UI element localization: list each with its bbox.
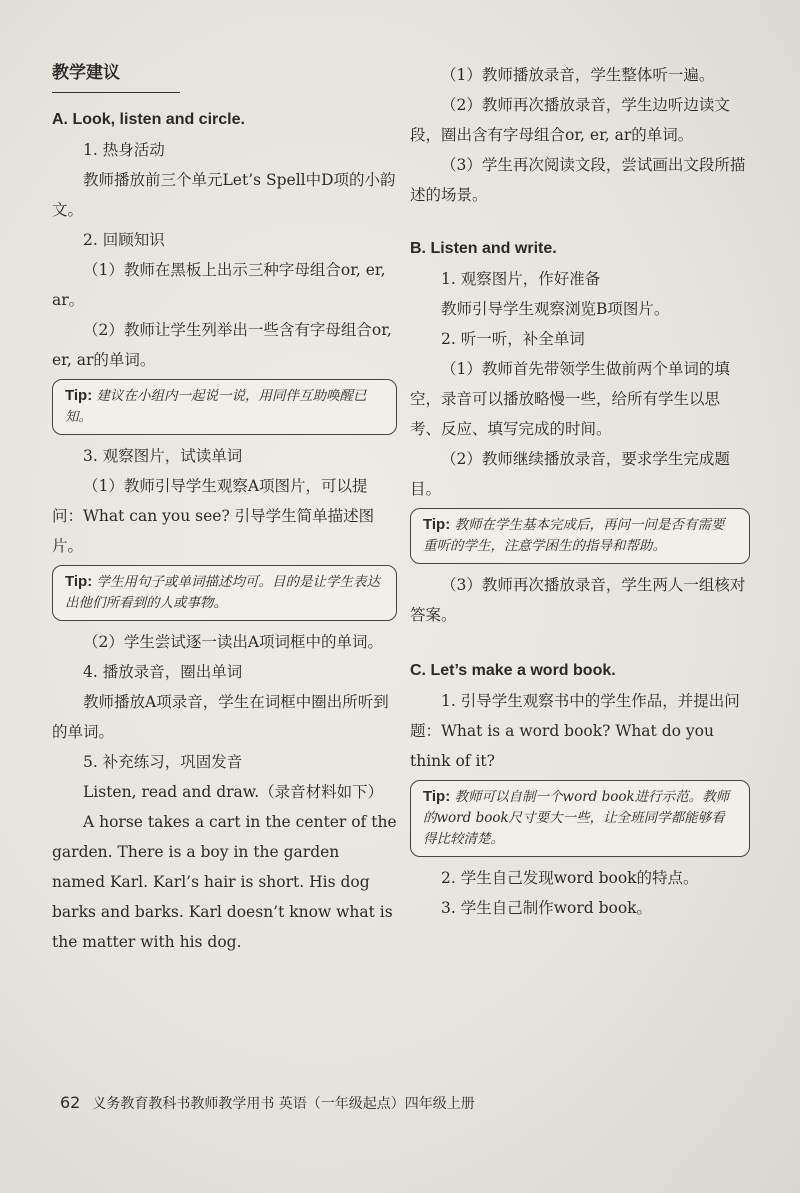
paragraph: 1. 观察图片，作好准备 — [441, 270, 601, 288]
paragraph: （1）教师在黑板上出示三种字母组合or, er, ar。 — [52, 261, 386, 309]
tip-label: Tip: — [423, 516, 451, 533]
left-column — [52, 58, 397, 957]
paragraph: （1）教师首先带领学生做前两个单词的填空，录音可以播放略慢一些，给所有学生以思考、反应、填写完成的时间。 — [410, 360, 730, 438]
tip-box — [410, 780, 750, 857]
section-c-title: C. Let’s make a word book. — [410, 662, 616, 679]
tip-text: 建议在小组内一起说一说，用同伴互助唤醒已知。 — [65, 388, 367, 425]
paragraph: 2. 回顾知识 — [83, 231, 165, 249]
tip-box — [52, 379, 397, 435]
paragraph: 3. 观察图片，试读单词 — [83, 447, 243, 465]
paragraph: 教师播放A项录音，学生在词框中圈出所听到的单词。 — [52, 693, 389, 741]
paragraph: （3）教师再次播放录音，学生两人一组核对答案。 — [410, 576, 746, 624]
book-title: 义务教育教科书教师教学用书 英语（一年级起点）四年级上册 — [92, 1096, 475, 1112]
paragraph: 1. 引导学生观察书中的学生作品，并提出问题：What is a word book? What do you think of it? — [410, 692, 740, 770]
paragraph: （1）教师引导学生观察A项图片，可以提问：What can you see? 引导学生简单描述图片。 — [52, 477, 375, 555]
paragraph: 教师播放前三个单元Let’s Spell中D项的小韵文。 — [52, 171, 396, 219]
paragraph: 3. 学生自己制作word book。 — [441, 899, 653, 917]
listening-material: A horse takes a cart in the center of the garden. There is a boy in the garden named Karl. Karl’s hair is short. His dog barks and barks. Karl doesn’t know what is the matter with his dog. — [52, 813, 397, 951]
page-number: 62 — [60, 1093, 81, 1112]
tip-label: Tip: — [423, 788, 451, 805]
tip-box — [410, 508, 750, 564]
paragraph: 2. 学生自己发现word book的特点。 — [441, 869, 699, 887]
paragraph: （3）学生再次阅读文段，尝试画出文段所描述的场景。 — [410, 156, 746, 204]
tip-text: 学生用句子或单词描述均可。目的是让学生表达出他们所看到的人或事物。 — [65, 574, 381, 611]
tip-label: Tip: — [65, 387, 93, 404]
paragraph: 5. 补充练习，巩固发音 — [83, 753, 243, 771]
paragraph: Listen, read and draw.（录音材料如下） — [83, 783, 384, 801]
tip-text: 教师在学生基本完成后，再问一问是否有需要重听的学生，注意学困生的指导和帮助。 — [423, 517, 725, 554]
teaching-suggestions-heading: 教学建议 — [52, 58, 180, 93]
paragraph: （2）教师让学生列举出一些含有字母组合or, er, ar的单词。 — [52, 321, 392, 369]
paragraph: 4. 播放录音，圈出单词 — [83, 663, 243, 681]
right-column — [410, 60, 750, 923]
paragraph: 1. 热身活动 — [83, 141, 165, 159]
paragraph: （2）教师再次播放录音，学生边听边读文段，圈出含有字母组合or, er, ar的单词。 — [410, 96, 730, 144]
paragraph: （2）教师继续播放录音，要求学生完成题目。 — [410, 450, 730, 498]
paragraph: （2）学生尝试逐一读出A项词框中的单词。 — [83, 633, 384, 651]
tip-box — [52, 565, 397, 621]
page-footer — [60, 1093, 475, 1113]
paragraph: （1）教师播放录音，学生整体听一遍。 — [441, 66, 715, 84]
section-b-title: B. Listen and write. — [410, 240, 557, 257]
paragraph: 教师引导学生观察浏览B项图片。 — [441, 300, 670, 318]
section-a-title: A. Look, listen and circle. — [52, 111, 245, 128]
tip-text: 教师可以自制一个word book进行示范。教师的word book尺寸要大一些，让全班同学都能够看得比较清楚。 — [423, 789, 730, 847]
paragraph: 2. 听一听，补全单词 — [441, 330, 585, 348]
tip-label: Tip: — [65, 573, 93, 590]
